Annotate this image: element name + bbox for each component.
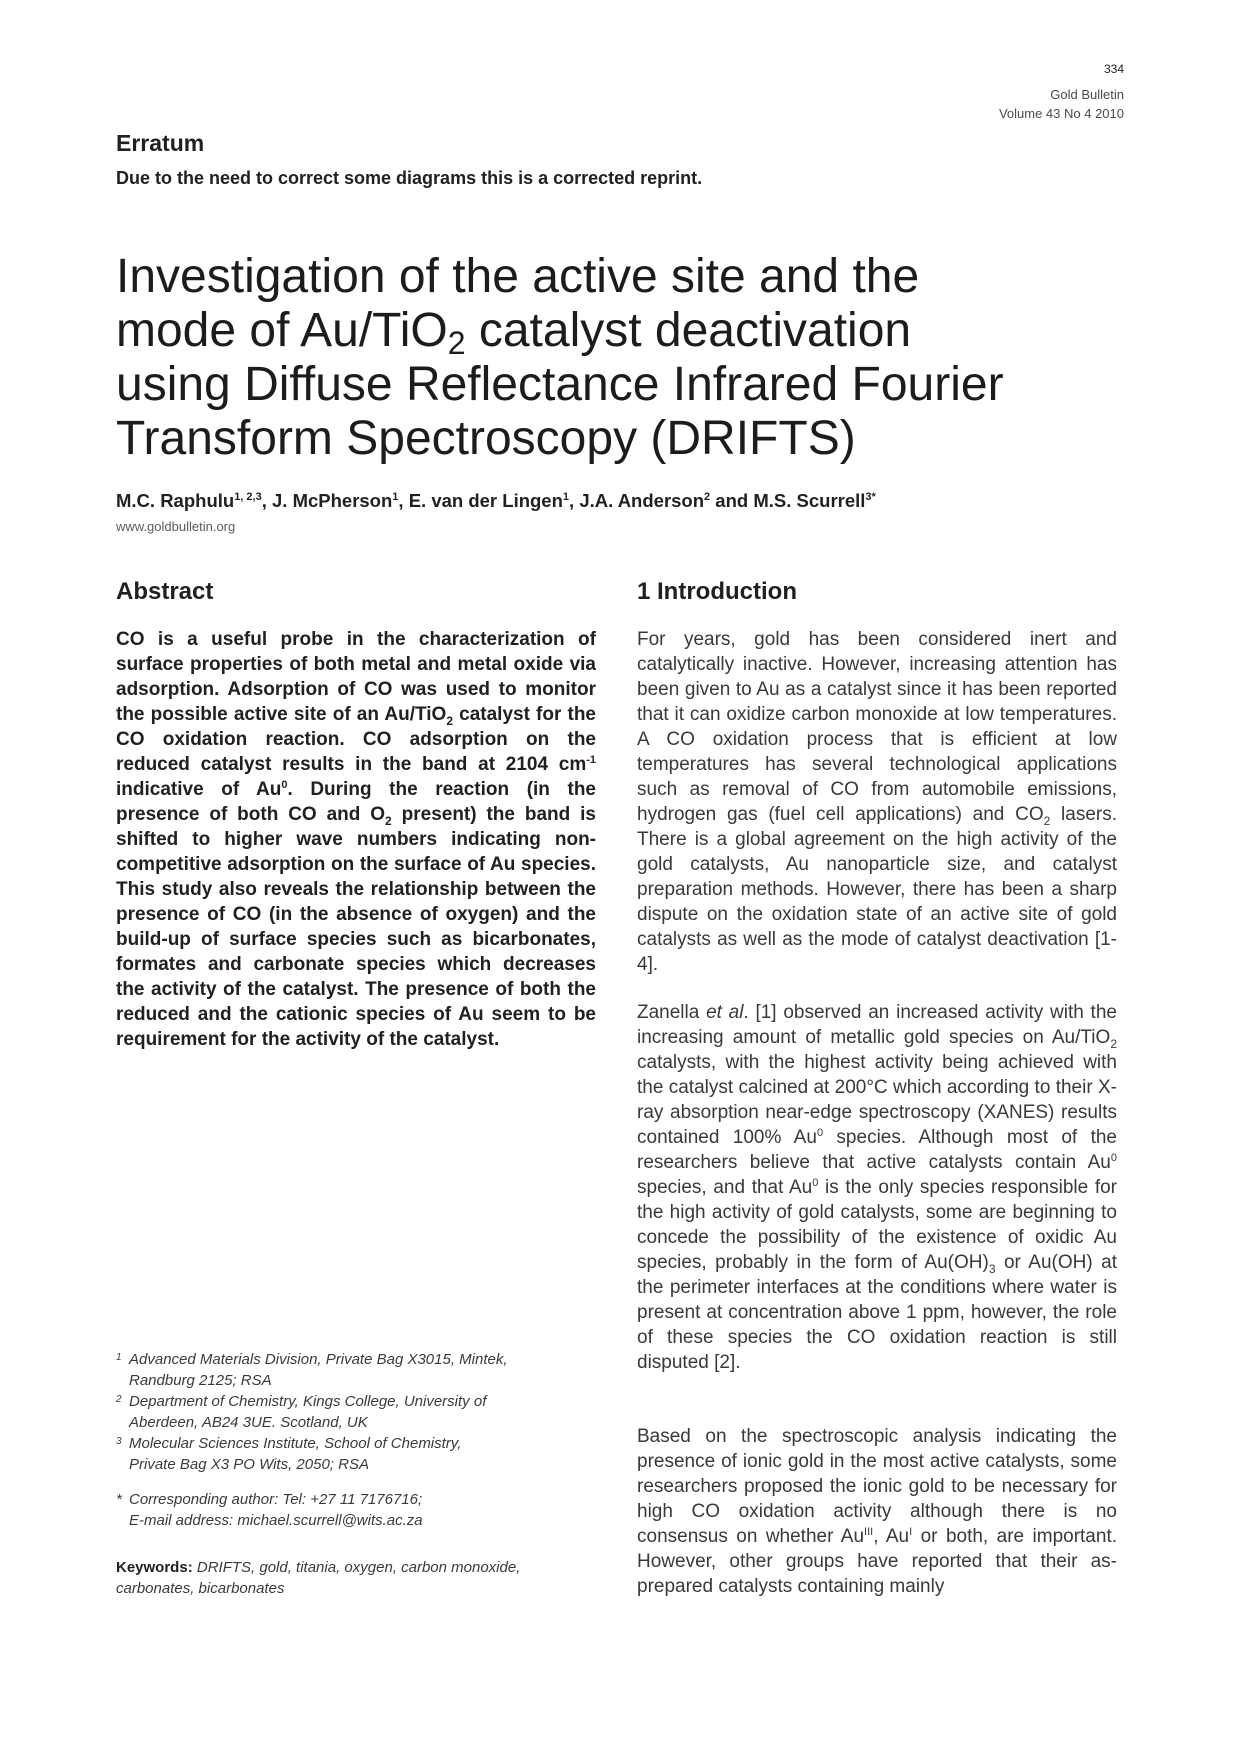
author-separator: , <box>398 490 409 511</box>
intro-superscript: 0 <box>1110 1152 1117 1164</box>
affiliation-footnote <box>116 1433 596 1475</box>
author-separator: , <box>261 490 272 511</box>
intro-text-part: For years, gold has been considered inert and catalytically inactive. However, increasing attention has been given to Au as a catalyst since it has been reported that it can oxidize carbon monoxide at low temperatures. A CO oxidation process that is efficient at low temperatures has several technological applications such as removal of CO from automobile emissions, hydrogen gas (fuel cell applications) and CO <box>637 629 1117 825</box>
erratum-note: Due to the need to correct some diagrams this is a corrected reprint. <box>116 168 703 188</box>
page-number: 334 <box>1103 62 1124 76</box>
abstract-subscript: 2 <box>446 714 453 728</box>
author-name: E. van der Lingen <box>408 490 563 511</box>
intro-text-part: Zanella <box>637 1002 707 1023</box>
author-name: M.C. Raphulu <box>116 490 235 511</box>
intro-paragraph-1 <box>637 627 1117 977</box>
intro-superscript: 0 <box>816 1127 824 1139</box>
footnote-mark: 3 <box>116 1436 122 1447</box>
abstract-text-part: catalyst for the CO oxidation reaction. CO adsorption on the reduced catalyst results in the band at 2104 cm <box>116 704 596 775</box>
abstract-body <box>116 627 596 1052</box>
footnote-line: Advanced Materials Division, Private Bag X3015, Mintek, <box>129 1351 508 1368</box>
abstract-subscript: 2 <box>385 814 392 828</box>
introduction-heading: 1 Introduction <box>637 578 797 605</box>
paper-title <box>116 250 1126 466</box>
abstract-superscript: 0 <box>281 779 288 791</box>
footnote-line: Aberdeen, AB24 3UE. Scotland, UK <box>129 1414 368 1431</box>
intro-text-part: . [1] observed an increased activity with the increasing amount of metallic gold species on Au/TiO <box>637 1002 1117 1048</box>
intro-paragraph-3 <box>637 1424 1117 1599</box>
footnote-line: Molecular Sciences Institute, School of Chemistry, <box>129 1435 462 1452</box>
affiliation-footnote <box>116 1391 596 1433</box>
author-separator: and <box>710 490 754 511</box>
author-affiliation-mark: 1 <box>562 491 570 503</box>
author-affiliation-mark: 3* <box>865 491 876 503</box>
affiliation-footnotes <box>116 1349 596 1531</box>
title-line-2-part-b: catalyst deactivation <box>465 304 912 357</box>
author-affiliation-mark: 2 <box>704 491 711 503</box>
author-name: J. McPherson <box>272 490 393 511</box>
author-affiliation-mark: 1 <box>392 491 399 503</box>
affiliation-footnote <box>116 1349 596 1391</box>
author-name: J.A. Anderson <box>579 490 705 511</box>
title-line-2-part-a: mode of Au/TiO <box>116 304 448 357</box>
title-line-1: Investigation of the active site and the <box>116 250 920 303</box>
footnote-mark: * <box>116 1491 122 1508</box>
intro-superscript: III <box>864 1526 874 1538</box>
author-separator: , <box>569 490 580 511</box>
corresponding-email: E-mail address: michael.scurrell@wits.ac.za <box>129 1512 423 1529</box>
abstract-superscript: -1 <box>586 754 596 766</box>
intro-subscript: 2 <box>1110 1037 1117 1051</box>
title-line-2 <box>116 304 1126 361</box>
intro-text-part: or both, are important. However, other groups have reported that their as-prepared catalysts containing mainly <box>637 1526 1117 1597</box>
footnote-line: Corresponding author: Tel: +27 11 7176716; <box>129 1491 423 1508</box>
author-name: M.S. Scurrell <box>753 490 866 511</box>
intro-text-part: or Au(OH) at the perimeter interfaces at the conditions where water is present at concentration above 1 ppm, however, the role of these species the CO oxidation reaction is still disputed [2]. <box>637 1252 1118 1373</box>
intro-superscript: I <box>909 1526 913 1538</box>
author-list <box>116 490 876 512</box>
footnote-line: Private Bag X3 PO Wits, 2050; RSA <box>129 1456 369 1473</box>
keywords-list: DRIFTS, gold, titania, oxygen, carbon monoxide, carbonates, bicarbonates <box>116 1559 521 1597</box>
intro-subscript: 2 <box>1043 814 1051 828</box>
abstract-text-part: . During the reaction (in the presence of both CO and O <box>116 779 596 825</box>
footnote-mark: 1 <box>116 1352 122 1363</box>
journal-volume: Volume 43 No 4 2010 <box>998 106 1124 121</box>
abstract-heading: Abstract <box>116 578 214 605</box>
intro-text-part: , Au <box>873 1526 910 1547</box>
intro-text-part: lasers. There is a global agreement on the high activity of the gold catalysts, Au nanoparticle size, and catalyst preparation methods. However, there has been a sharp dispute on the oxidation state of an active site of gold catalysts as well as the mode of catalyst deactivation [1-4]. <box>637 804 1117 975</box>
journal-website: www.goldbulletin.org <box>116 519 236 534</box>
intro-text-part: species. Although most of the researchers believe that active catalysts contain Au <box>637 1127 1117 1173</box>
corresponding-author-note <box>116 1489 596 1531</box>
title-line-4: Transform Spectroscopy (DRIFTS) <box>116 412 856 465</box>
footnote-line: Department of Chemistry, Kings College, University of <box>129 1393 487 1410</box>
intro-text-part: Based on the spectroscopic analysis indicating the presence of ionic gold in the most active catalysts, some researchers proposed the ionic gold to be necessary for high CO oxidation activity although there is no consensus on whether Au <box>637 1426 1117 1547</box>
footnote-mark: 2 <box>116 1394 122 1405</box>
footnote-line: Randburg 2125; RSA <box>129 1372 272 1389</box>
keywords <box>116 1557 596 1599</box>
title-line-3: using Diffuse Reflectance Infrared Fourier <box>116 358 1004 411</box>
abstract-text-part: indicative of Au <box>116 779 282 800</box>
title-subscript: 2 <box>447 325 466 361</box>
journal-name: Gold Bulletin <box>1050 87 1124 102</box>
intro-paragraph-2 <box>637 1000 1117 1375</box>
intro-text-part: is the only species responsible for the high activity of gold catalysts, some are beginning to concede the possibility of the existence of oxidic Au species, probably in the form of Au(OH) <box>637 1177 1117 1273</box>
keywords-label: Keywords: <box>116 1559 193 1576</box>
intro-italic-etal: et al <box>706 1002 744 1023</box>
intro-text-part: catalysts, with the highest activity being achieved with the catalyst calcined at 200°C which according to their X-ray absorption near-edge spectroscopy (XANES) results contained 100% Au <box>637 1052 1117 1148</box>
author-affiliation-mark: 1, 2,3 <box>234 491 262 503</box>
abstract-text-part: present) the band is shifted to higher wave numbers indicating non-competitive adsorption on the surface of Au species. This study also reveals the relationship between the presence of CO (in the absence of oxygen) and the build-up of surface species such as bicarbonates, formates and carbonate species which decreases the activity of the catalyst. The presence of both the reduced and the cationic species of Au seem to be requirement for the activity of the catalyst. <box>116 804 596 1050</box>
abstract-text-part: CO is a useful probe in the characterization of surface properties of both metal and metal oxide via adsorption. Adsorption of CO was used to monitor the possible active site of an Au/TiO <box>116 629 596 725</box>
intro-subscript: 3 <box>988 1262 996 1276</box>
erratum-heading: Erratum <box>116 130 205 156</box>
intro-text-part: species, and that Au <box>637 1177 813 1198</box>
intro-superscript: 0 <box>812 1177 819 1189</box>
